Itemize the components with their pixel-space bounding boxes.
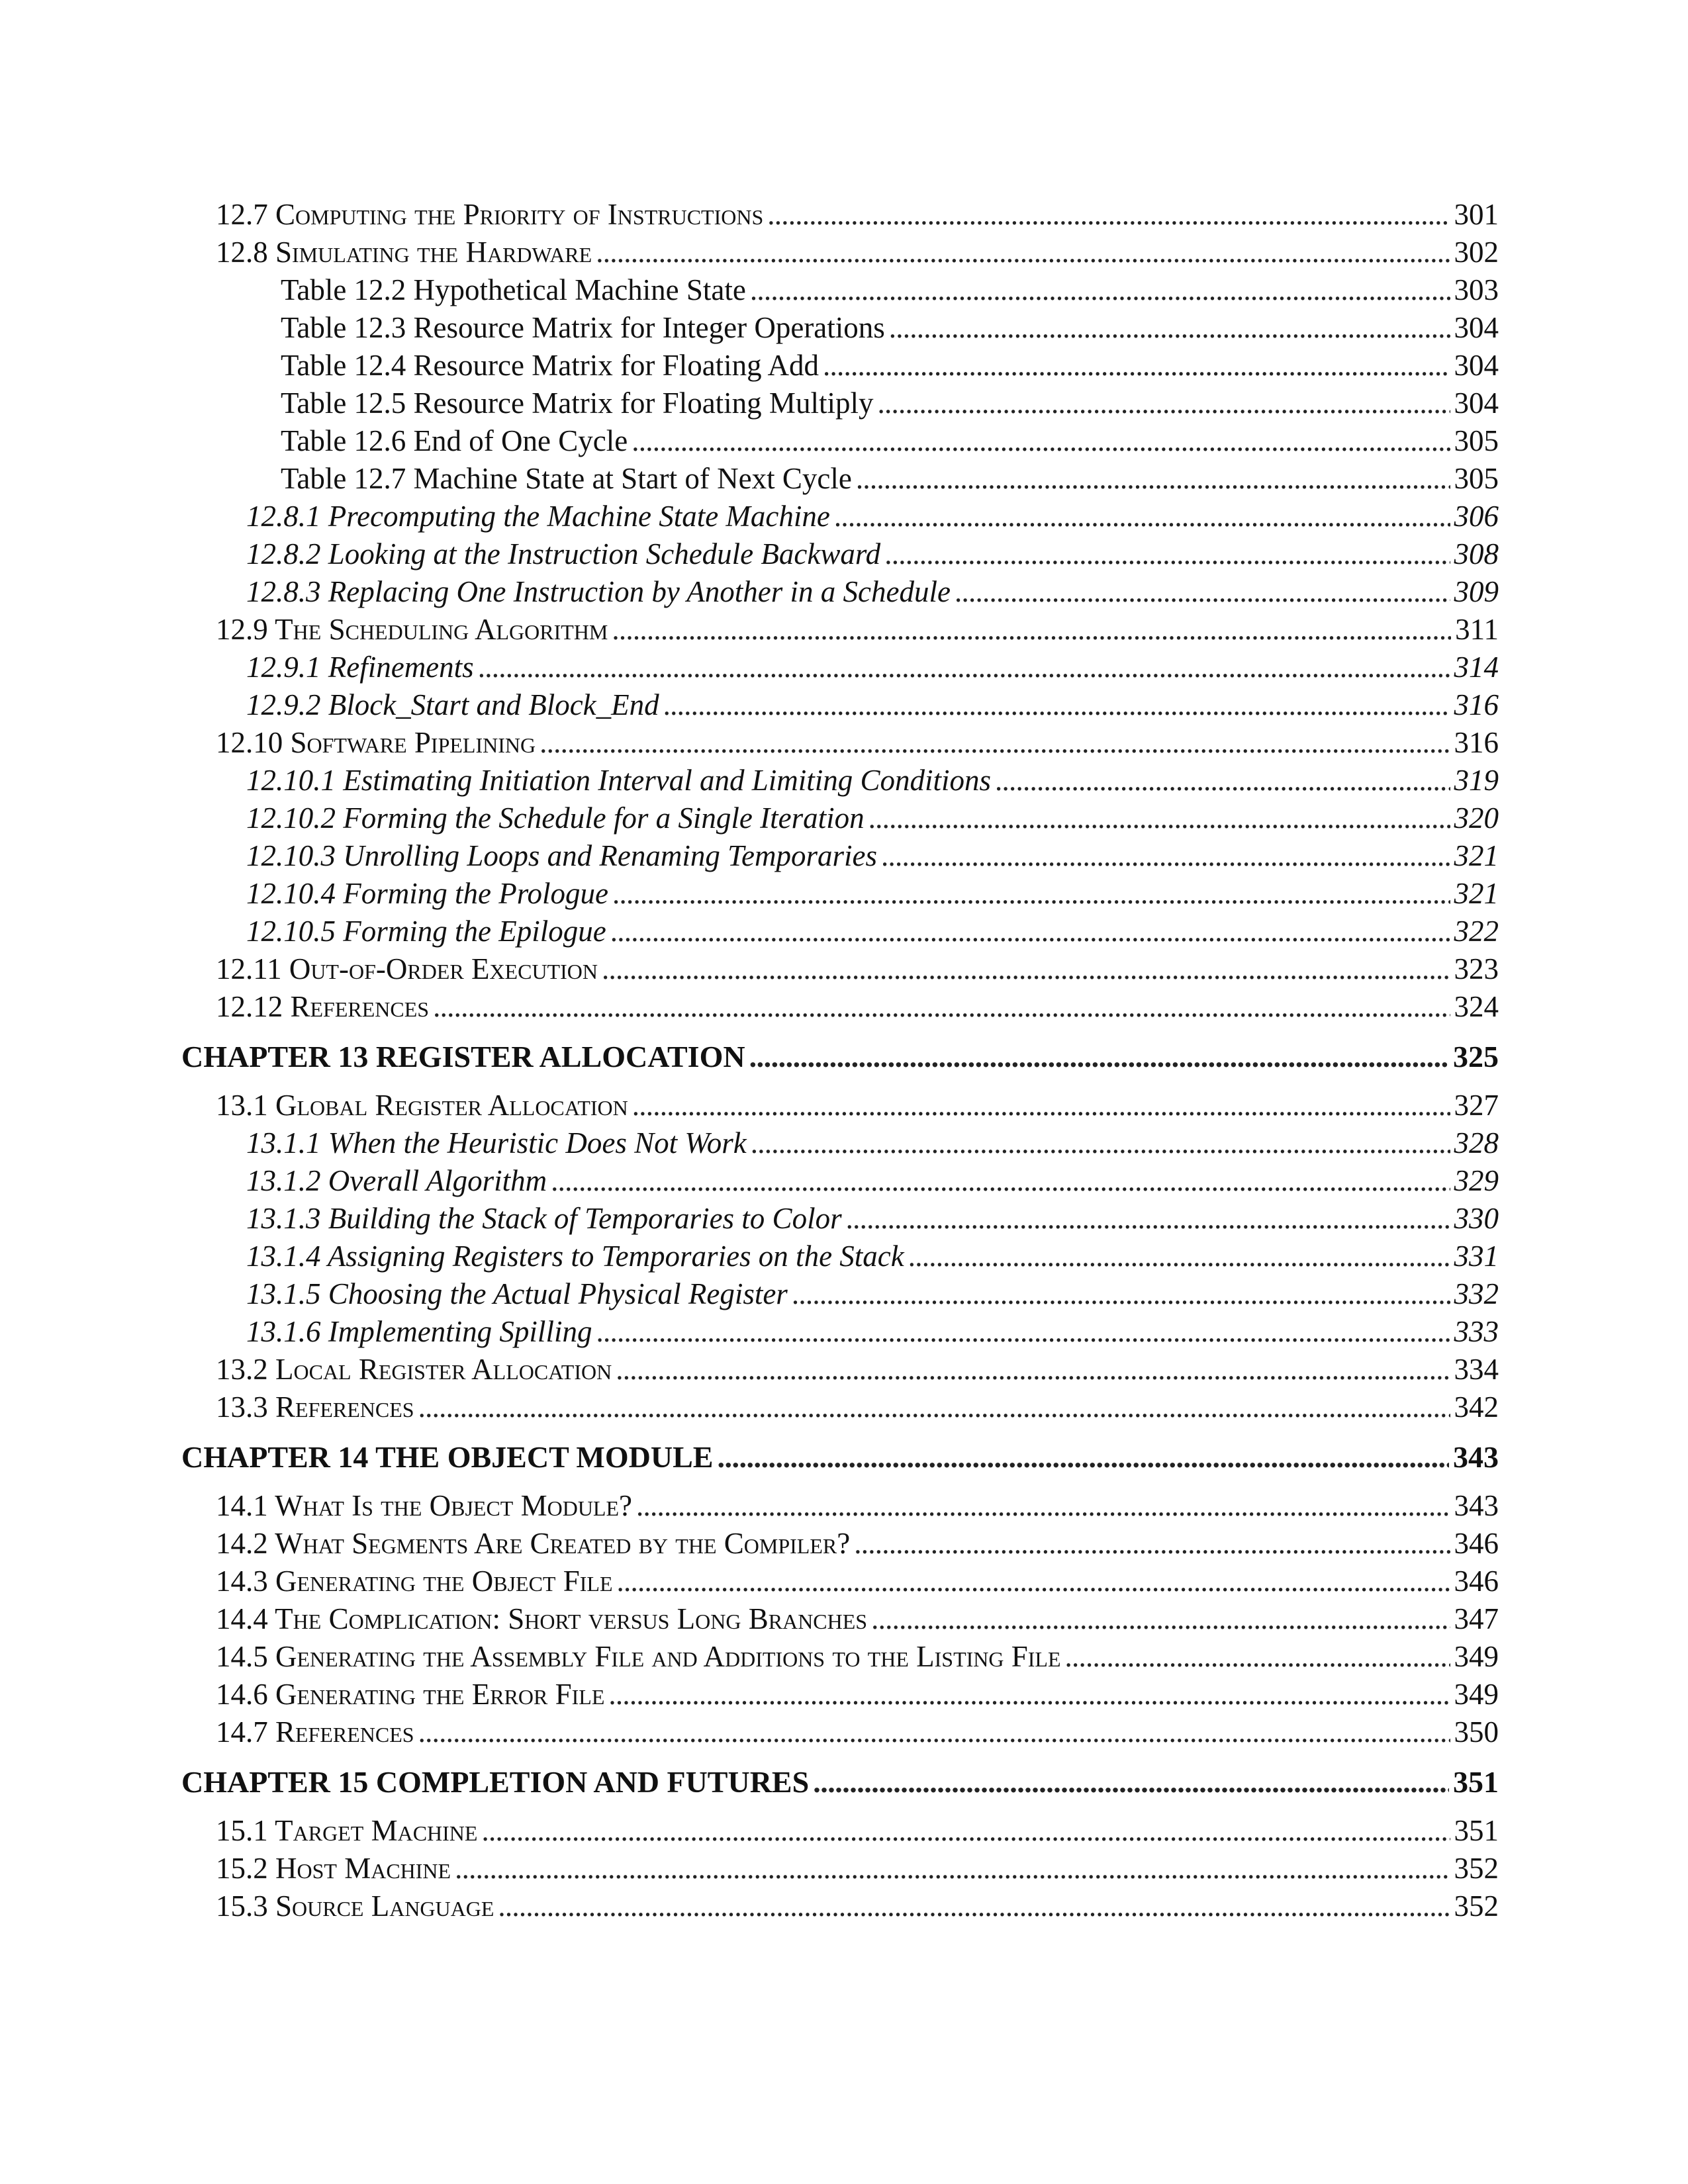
dot-leader: [551, 1162, 1450, 1200]
toc-entry-section[interactable]: [181, 1713, 1499, 1751]
toc-entry-title: 13.1 Global Register Allocation: [216, 1089, 628, 1122]
toc-entry-section[interactable]: [181, 1676, 1499, 1713]
dot-leader: [478, 649, 1450, 686]
dot-leader: [1065, 1638, 1450, 1676]
toc-entry-page-number: 320: [1454, 801, 1499, 835]
toc-entry-subsection[interactable]: [181, 1200, 1499, 1238]
toc-entry-title: Table 12.6 End of One Cycle: [281, 424, 628, 457]
toc-entry-page-number: 304: [1454, 349, 1499, 382]
toc-entry-page-number: 319: [1454, 764, 1499, 797]
toc-entry-subsection[interactable]: [181, 498, 1499, 535]
toc-entry-section[interactable]: [181, 1563, 1499, 1600]
toc-entry-page-number: 351: [1454, 1814, 1499, 1847]
dot-leader: [433, 988, 1450, 1026]
dot-leader: [868, 799, 1450, 837]
toc-entry-title: 14.2 What Segments Are Created by the Compiler?: [216, 1527, 851, 1560]
toc-entry-title: 14.7 References: [216, 1715, 414, 1749]
toc-entry-title: 12.9.1 Refinements: [246, 651, 474, 684]
toc-entry-table[interactable]: [181, 309, 1499, 347]
toc-entry-title: 12.8.2 Looking at the Instruction Schedule Backward: [246, 537, 881, 570]
dot-leader: [792, 1275, 1450, 1313]
toc-entry-title: 12.9 The Scheduling Algorithm: [216, 613, 608, 646]
toc-entry-table[interactable]: [181, 271, 1499, 309]
dot-leader: [498, 1888, 1450, 1925]
toc-entry-page-number: 331: [1454, 1240, 1499, 1273]
toc-entry-title: 13.1.6 Implementing Spilling: [246, 1315, 592, 1348]
toc-entry-subsection[interactable]: [181, 649, 1499, 686]
dot-leader: [596, 1313, 1450, 1351]
toc-entry-section[interactable]: [181, 234, 1499, 271]
toc-entry-title: 15.2 Host Machine: [216, 1852, 451, 1885]
toc-entry-page-number: 352: [1454, 1889, 1499, 1923]
dot-leader: [539, 724, 1450, 762]
toc-entry-title: 12.8.1 Precomputing the Machine State Machine: [246, 500, 830, 533]
toc-entry-title: 13.1.2 Overall Algorithm: [246, 1164, 547, 1197]
toc-entry-section[interactable]: [181, 1812, 1499, 1850]
toc-entry-title: 13.3 References: [216, 1390, 414, 1424]
toc-entry-page-number: 349: [1454, 1640, 1499, 1673]
toc-entry-section[interactable]: [181, 1388, 1499, 1426]
toc-entry-title: Table 12.2 Hypothetical Machine State: [281, 273, 746, 306]
dot-leader: [632, 1087, 1450, 1124]
toc-entry-page-number: 314: [1454, 651, 1499, 684]
toc-entry-page-number: 305: [1454, 462, 1499, 495]
dot-leader: [749, 1034, 1449, 1080]
toc-entry-title: 12.10.2 Forming the Schedule for a Single Iteration: [246, 801, 865, 835]
toc-entry-title: 13.1.1 When the Heuristic Does Not Work: [246, 1126, 747, 1160]
toc-entry-page-number: 343: [1453, 1440, 1499, 1474]
toc-entry-page-number: 343: [1454, 1489, 1499, 1522]
toc-entry-page-number: 321: [1454, 877, 1499, 910]
toc-entry-title: Table 12.4 Resource Matrix for Floating Add: [281, 349, 819, 382]
toc-entry-title: Table 12.7 Machine State at Start of Next Cycle: [281, 462, 852, 495]
toc-entry-section[interactable]: [181, 1525, 1499, 1563]
dot-leader: [596, 234, 1450, 271]
dot-leader: [823, 347, 1450, 385]
toc-entry-page-number: 305: [1454, 424, 1499, 457]
toc-entry-subsection[interactable]: [181, 875, 1499, 913]
dot-leader: [602, 950, 1450, 988]
toc-entry-page-number: 304: [1454, 311, 1499, 344]
toc-entry-title: 13.1.4 Assigning Registers to Temporaries on the Stack: [246, 1240, 904, 1273]
toc-entry-page-number: 350: [1454, 1715, 1499, 1749]
toc-entry-subsection[interactable]: [181, 799, 1499, 837]
toc-entry-title: 12.8.3 Replacing One Instruction by Another in a Schedule: [246, 575, 951, 608]
dot-leader: [636, 1487, 1450, 1525]
toc-entry-title: 14.4 The Complication: Short versus Long Branches: [216, 1602, 868, 1635]
toc-entry-table[interactable]: [181, 385, 1499, 422]
toc-entry-section[interactable]: [181, 1888, 1499, 1925]
toc-entry-subsection[interactable]: [181, 1238, 1499, 1275]
dot-leader: [846, 1200, 1450, 1238]
toc-entry-page-number: 351: [1453, 1765, 1499, 1799]
toc-entry-section[interactable]: [181, 1487, 1499, 1525]
toc-entry-section[interactable]: [181, 1087, 1499, 1124]
toc-entry-subsection[interactable]: [181, 535, 1499, 573]
toc-entry-title: Table 12.3 Resource Matrix for Integer Operations: [281, 311, 885, 344]
toc-entry-chapter[interactable]: [181, 1434, 1499, 1480]
dot-leader: [955, 573, 1450, 611]
dot-leader: [881, 837, 1450, 875]
toc-entry-title: 12.10.1 Estimating Initiation Interval and Limiting Conditions: [246, 764, 992, 797]
toc-entry-title: CHAPTER 14 THE OBJECT MODULE: [181, 1440, 714, 1474]
dot-leader: [751, 1124, 1450, 1162]
toc-entry-page-number: 346: [1454, 1565, 1499, 1598]
toc-entry-page-number: 334: [1454, 1353, 1499, 1386]
dot-leader: [856, 460, 1450, 498]
toc-entry-subsection[interactable]: [181, 1124, 1499, 1162]
toc-entry-page-number: 306: [1454, 500, 1499, 533]
toc-entry-section[interactable]: [181, 988, 1499, 1026]
toc-entry-table[interactable]: [181, 347, 1499, 385]
dot-leader: [813, 1759, 1449, 1805]
toc-entry-title: 12.10.5 Forming the Epilogue: [246, 915, 606, 948]
toc-entry-title: 12.11 Out-of-Order Execution: [216, 952, 598, 985]
toc-entry-page-number: 304: [1454, 387, 1499, 420]
dot-leader: [455, 1850, 1450, 1888]
toc-entry-table[interactable]: [181, 460, 1499, 498]
dot-leader: [871, 1600, 1450, 1638]
dot-leader: [608, 1676, 1450, 1713]
toc-entry-title: 12.12 References: [216, 990, 430, 1023]
toc-entry-page-number: 328: [1454, 1126, 1499, 1160]
toc-entry-page-number: 349: [1454, 1678, 1499, 1711]
toc-entry-section[interactable]: [181, 1850, 1499, 1888]
toc-entry-page-number: 342: [1454, 1390, 1499, 1424]
toc-entry-page-number: 327: [1454, 1089, 1499, 1122]
toc-entry-section[interactable]: [181, 724, 1499, 762]
dot-leader: [481, 1812, 1450, 1850]
toc-entry-page-number: 325: [1453, 1040, 1499, 1073]
toc-entry-subsection[interactable]: [181, 837, 1499, 875]
toc-entry-page-number: 333: [1454, 1315, 1499, 1348]
toc-entry-page-number: 332: [1454, 1277, 1499, 1310]
dot-leader: [418, 1713, 1450, 1751]
dot-leader: [612, 875, 1450, 913]
toc-entry-page-number: 346: [1454, 1527, 1499, 1560]
toc-entry-page-number: 324: [1454, 990, 1499, 1023]
toc-entry-section[interactable]: [181, 1600, 1499, 1638]
toc-entry-title: 13.1.5 Choosing the Actual Physical Register: [246, 1277, 788, 1310]
dot-leader: [418, 1388, 1450, 1426]
dot-leader: [617, 1563, 1450, 1600]
toc-entry-subsection[interactable]: [181, 1313, 1499, 1351]
dot-leader: [889, 309, 1450, 347]
toc-entry-title: 12.7 Computing the Priority of Instructions: [216, 198, 764, 231]
toc-entry-table[interactable]: [181, 422, 1499, 460]
toc-entry-title: 12.9.2 Block_Start and Block_End: [246, 688, 659, 721]
toc-entry-page-number: 330: [1454, 1202, 1499, 1235]
toc-entry-page-number: 311: [1455, 613, 1499, 646]
toc-entry-page-number: 321: [1454, 839, 1499, 872]
toc-entry-section[interactable]: [181, 1351, 1499, 1388]
toc-entry-title: 15.1 Target Machine: [216, 1814, 478, 1847]
toc-entry-page-number: 352: [1454, 1852, 1499, 1885]
toc-entry-page-number: 316: [1454, 726, 1499, 759]
dot-leader: [854, 1525, 1450, 1563]
dot-leader: [995, 762, 1450, 799]
toc-entry-title: 15.3 Source Language: [216, 1889, 494, 1923]
toc-entry-title: 14.5 Generating the Assembly File and Additions to the Listing File: [216, 1640, 1061, 1673]
toc-entry-title: 14.6 Generating the Error File: [216, 1678, 605, 1711]
dot-leader: [616, 1351, 1450, 1388]
toc-entry-title: CHAPTER 15 COMPLETION AND FUTURES: [181, 1765, 810, 1799]
toc-entry-subsection[interactable]: [181, 913, 1499, 950]
dot-leader: [663, 686, 1450, 724]
dot-leader: [834, 498, 1450, 535]
toc-entry-section[interactable]: [181, 611, 1499, 649]
toc-entry-section[interactable]: [181, 950, 1499, 988]
toc-entry-subsection[interactable]: [181, 762, 1499, 799]
toc-entry-section[interactable]: [181, 196, 1499, 234]
dot-leader: [610, 913, 1450, 950]
toc-entry-title: 13.2 Local Register Allocation: [216, 1353, 612, 1386]
toc-entry-title: 14.3 Generating the Object File: [216, 1565, 613, 1598]
toc-entry-title: 12.8 Simulating the Hardware: [216, 236, 592, 269]
toc-entry-subsection[interactable]: [181, 1162, 1499, 1200]
dot-leader: [612, 611, 1451, 649]
toc-entry-title: 13.1.3 Building the Stack of Temporaries to Color: [246, 1202, 842, 1235]
dot-leader: [717, 1434, 1449, 1480]
table-of-contents: [181, 196, 1499, 1925]
toc-entry-page-number: 316: [1454, 688, 1499, 721]
toc-entry-subsection[interactable]: [181, 686, 1499, 724]
toc-entry-chapter[interactable]: [181, 1034, 1499, 1080]
toc-entry-page-number: 329: [1454, 1164, 1499, 1197]
toc-entry-title: Table 12.5 Resource Matrix for Floating Multiply: [281, 387, 874, 420]
toc-entry-page-number: 323: [1454, 952, 1499, 985]
toc-entry-page-number: 347: [1454, 1602, 1499, 1635]
toc-entry-chapter[interactable]: [181, 1759, 1499, 1805]
toc-entry-title: CHAPTER 13 REGISTER ALLOCATION: [181, 1040, 745, 1073]
toc-entry-title: 12.10.4 Forming the Prologue: [246, 877, 609, 910]
dot-leader: [767, 196, 1450, 234]
toc-entry-page-number: 309: [1454, 575, 1499, 608]
toc-entry-title: 14.1 What Is the Object Module?: [216, 1489, 633, 1522]
dot-leader: [632, 422, 1450, 460]
dot-leader: [908, 1238, 1450, 1275]
toc-entry-page-number: 322: [1454, 915, 1499, 948]
toc-entry-page-number: 303: [1454, 273, 1499, 306]
dot-leader: [884, 535, 1450, 573]
dot-leader: [877, 385, 1450, 422]
toc-entry-title: 12.10.3 Unrolling Loops and Renaming Temporaries: [246, 839, 877, 872]
toc-entry-section[interactable]: [181, 1638, 1499, 1676]
toc-entry-page-number: 302: [1454, 236, 1499, 269]
toc-entry-page-number: 308: [1454, 537, 1499, 570]
toc-entry-subsection[interactable]: [181, 1275, 1499, 1313]
toc-entry-title: 12.10 Software Pipelining: [216, 726, 536, 759]
dot-leader: [750, 271, 1450, 309]
toc-entry-page-number: 301: [1454, 198, 1499, 231]
toc-entry-subsection[interactable]: [181, 573, 1499, 611]
